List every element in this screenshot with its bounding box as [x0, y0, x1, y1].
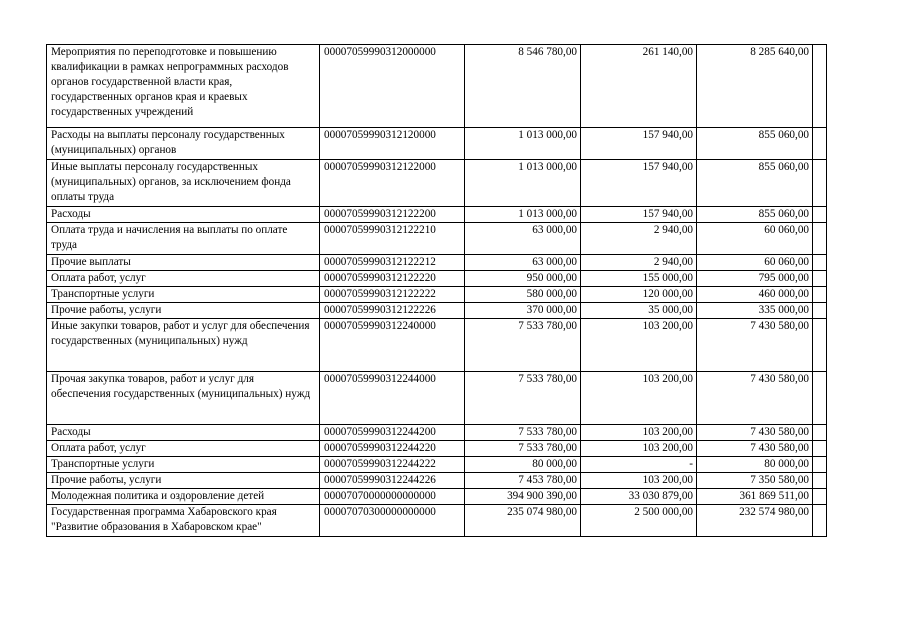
table-row: [47, 160, 827, 207]
row-code-cell: 00007059990312122200: [320, 207, 465, 223]
table-row: [47, 319, 827, 372]
row-name-cell: Транспортные услуги: [47, 287, 320, 303]
row-remaining-amount-cell: 335 000,00: [697, 303, 813, 319]
row-plan-amount-cell: 580 000,00: [465, 287, 581, 303]
row-plan-amount-cell: 394 900 390,00: [465, 489, 581, 505]
row-code-cell: 00007059990312122210: [320, 223, 465, 255]
table-row: [47, 372, 827, 425]
row-remaining-amount-cell: 60 060,00: [697, 255, 813, 271]
row-code-cell: 00007059990312240000: [320, 319, 465, 372]
row-remaining-amount-cell: 7 430 580,00: [697, 319, 813, 372]
table-row: [47, 473, 827, 489]
row-name-cell: Прочие работы, услуги: [47, 473, 320, 489]
row-name-cell: Расходы на выплаты персоналу государственных (муниципальных) органов: [47, 128, 320, 160]
row-executed-amount-cell: 157 940,00: [581, 128, 697, 160]
row-code-cell: 00007059990312244200: [320, 425, 465, 441]
row-code-cell: 00007059990312122000: [320, 160, 465, 207]
row-executed-amount-cell: 103 200,00: [581, 425, 697, 441]
row-plan-amount-cell: 235 074 980,00: [465, 505, 581, 537]
row-plan-amount-cell: 1 013 000,00: [465, 128, 581, 160]
row-remaining-amount-cell: 855 060,00: [697, 160, 813, 207]
row-edge-cell: [813, 319, 827, 372]
row-edge-cell: [813, 207, 827, 223]
row-plan-amount-cell: 7 533 780,00: [465, 425, 581, 441]
row-name-cell: Оплата труда и начисления на выплаты по оплате труда: [47, 223, 320, 255]
row-code-cell: 00007059990312122220: [320, 271, 465, 287]
row-edge-cell: [813, 128, 827, 160]
row-name-cell: Мероприятия по переподготовке и повышению квалификации в рамках непрограммных расходов органов государственной власти края, государственных органов края и краевых государственных учреждений: [47, 45, 320, 128]
row-name-cell: Расходы: [47, 207, 320, 223]
row-plan-amount-cell: 1 013 000,00: [465, 160, 581, 207]
row-name-cell: Оплата работ, услуг: [47, 271, 320, 287]
row-edge-cell: [813, 223, 827, 255]
row-remaining-amount-cell: 855 060,00: [697, 207, 813, 223]
row-code-cell: 00007070300000000000: [320, 505, 465, 537]
table-row: [47, 425, 827, 441]
row-edge-cell: [813, 372, 827, 425]
row-plan-amount-cell: 1 013 000,00: [465, 207, 581, 223]
row-name-cell: Прочая закупка товаров, работ и услуг для обеспечения государственных (муниципальных) нужд: [47, 372, 320, 425]
row-executed-amount-cell: 35 000,00: [581, 303, 697, 319]
row-name-cell: Государственная программа Хабаровского края "Развитие образования в Хабаровском крае": [47, 505, 320, 537]
row-executed-amount-cell: 157 940,00: [581, 160, 697, 207]
row-edge-cell: [813, 271, 827, 287]
row-code-cell: 00007059990312122226: [320, 303, 465, 319]
row-remaining-amount-cell: 361 869 511,00: [697, 489, 813, 505]
row-remaining-amount-cell: 8 285 640,00: [697, 45, 813, 128]
row-code-cell: 00007059990312244222: [320, 457, 465, 473]
budget-table: [46, 44, 827, 537]
table-row: [47, 287, 827, 303]
table-row: [47, 45, 827, 128]
row-name-cell: Прочие выплаты: [47, 255, 320, 271]
row-remaining-amount-cell: 7 430 580,00: [697, 425, 813, 441]
row-remaining-amount-cell: 60 060,00: [697, 223, 813, 255]
row-remaining-amount-cell: 7 430 580,00: [697, 441, 813, 457]
row-plan-amount-cell: 7 533 780,00: [465, 319, 581, 372]
row-executed-amount-cell: 2 940,00: [581, 255, 697, 271]
row-remaining-amount-cell: 855 060,00: [697, 128, 813, 160]
row-code-cell: 00007070000000000000: [320, 489, 465, 505]
row-edge-cell: [813, 457, 827, 473]
row-code-cell: 00007059990312122212: [320, 255, 465, 271]
row-plan-amount-cell: 7 453 780,00: [465, 473, 581, 489]
row-edge-cell: [813, 160, 827, 207]
row-executed-amount-cell: 33 030 879,00: [581, 489, 697, 505]
row-executed-amount-cell: 103 200,00: [581, 372, 697, 425]
row-edge-cell: [813, 505, 827, 537]
row-remaining-amount-cell: 795 000,00: [697, 271, 813, 287]
row-code-cell: 00007059990312000000: [320, 45, 465, 128]
budget-table-body: [47, 45, 827, 537]
row-name-cell: Прочие работы, услуги: [47, 303, 320, 319]
row-executed-amount-cell: 103 200,00: [581, 473, 697, 489]
row-edge-cell: [813, 255, 827, 271]
row-plan-amount-cell: 63 000,00: [465, 255, 581, 271]
row-code-cell: 00007059990312244000: [320, 372, 465, 425]
table-row: [47, 457, 827, 473]
row-edge-cell: [813, 45, 827, 128]
row-name-cell: Расходы: [47, 425, 320, 441]
row-edge-cell: [813, 441, 827, 457]
row-edge-cell: [813, 473, 827, 489]
row-executed-amount-cell: 2 500 000,00: [581, 505, 697, 537]
row-edge-cell: [813, 489, 827, 505]
row-executed-amount-cell: 120 000,00: [581, 287, 697, 303]
row-executed-amount-cell: 157 940,00: [581, 207, 697, 223]
row-executed-amount-cell: 261 140,00: [581, 45, 697, 128]
table-row: [47, 489, 827, 505]
row-plan-amount-cell: 8 546 780,00: [465, 45, 581, 128]
table-row: [47, 271, 827, 287]
table-row: [47, 303, 827, 319]
row-name-cell: Оплата работ, услуг: [47, 441, 320, 457]
row-executed-amount-cell: 103 200,00: [581, 319, 697, 372]
row-name-cell: Молодежная политика и оздоровление детей: [47, 489, 320, 505]
row-edge-cell: [813, 303, 827, 319]
row-plan-amount-cell: 370 000,00: [465, 303, 581, 319]
table-row: [47, 505, 827, 537]
row-name-cell: Иные закупки товаров, работ и услуг для обеспечения государственных (муниципальных) нужд: [47, 319, 320, 372]
row-executed-amount-cell: 155 000,00: [581, 271, 697, 287]
row-code-cell: 00007059990312244226: [320, 473, 465, 489]
row-remaining-amount-cell: 80 000,00: [697, 457, 813, 473]
row-plan-amount-cell: 63 000,00: [465, 223, 581, 255]
row-edge-cell: [813, 287, 827, 303]
row-executed-amount-cell: 103 200,00: [581, 441, 697, 457]
table-row: [47, 441, 827, 457]
row-remaining-amount-cell: 460 000,00: [697, 287, 813, 303]
row-code-cell: 00007059990312244220: [320, 441, 465, 457]
row-name-cell: Транспортные услуги: [47, 457, 320, 473]
row-executed-amount-cell: 2 940,00: [581, 223, 697, 255]
row-remaining-amount-cell: 232 574 980,00: [697, 505, 813, 537]
row-plan-amount-cell: 950 000,00: [465, 271, 581, 287]
row-code-cell: 00007059990312120000: [320, 128, 465, 160]
row-plan-amount-cell: 7 533 780,00: [465, 372, 581, 425]
row-code-cell: 00007059990312122222: [320, 287, 465, 303]
table-row: [47, 255, 827, 271]
table-row: [47, 223, 827, 255]
table-row: [47, 128, 827, 160]
row-remaining-amount-cell: 7 430 580,00: [697, 372, 813, 425]
row-edge-cell: [813, 425, 827, 441]
row-executed-amount-cell: -: [581, 457, 697, 473]
row-name-cell: Иные выплаты персоналу государственных (муниципальных) органов, за исключением фонда оплаты труда: [47, 160, 320, 207]
row-plan-amount-cell: 80 000,00: [465, 457, 581, 473]
row-plan-amount-cell: 7 533 780,00: [465, 441, 581, 457]
table-row: [47, 207, 827, 223]
row-remaining-amount-cell: 7 350 580,00: [697, 473, 813, 489]
